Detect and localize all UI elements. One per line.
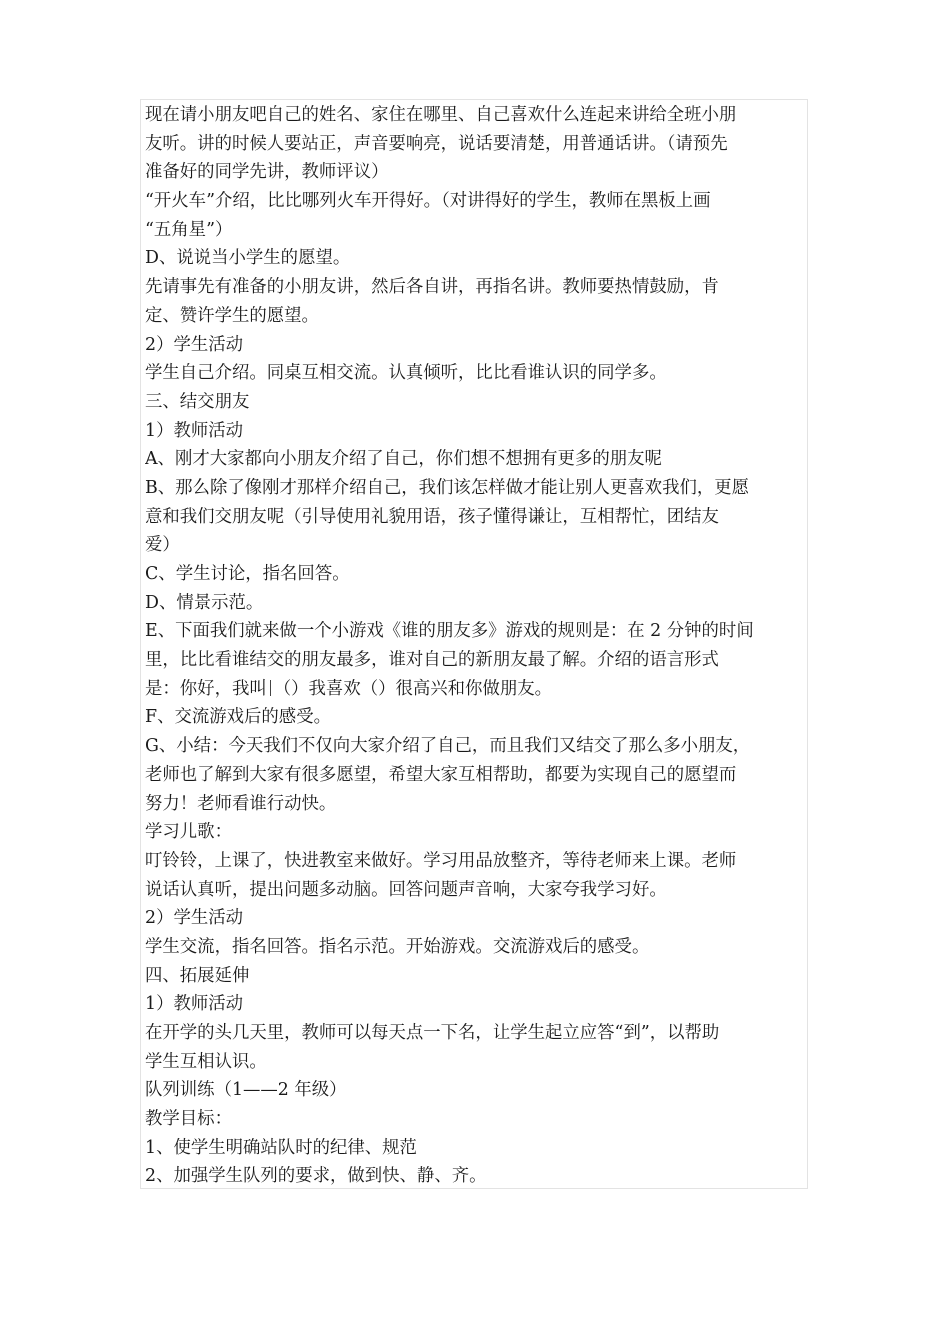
section-heading: 队列训练（1——2 年级）: [145, 1080, 347, 1101]
line-segment: （）我喜欢（）很高兴和你做朋友。: [273, 678, 553, 699]
text-line: 学生互相认识。: [145, 1051, 267, 1072]
text-line: 学生自己介绍。同桌互相交流。认真倾听，比比看谁认识的同学多。: [145, 363, 667, 384]
text-line: 友听。讲的时候人要站正，声音要响亮，说话要清楚，用普通话讲。（请预先: [145, 133, 728, 154]
text-line: 意和我们交朋友呢（引导使用礼貌用语，孩子懂得谦让，互相帮忙，团结友: [145, 506, 719, 527]
text-line: 定、赞许学生的愿望。: [145, 305, 319, 326]
text-line: 叮铃铃，上课了，快进教室来做好。学习用品放整齐，等待老师来上课。老师: [145, 850, 737, 871]
text-line: C、学生讨论，指名回答。: [145, 564, 350, 584]
text-line: A、刚才大家都向小朋友介绍了自己，你们想不想拥有更多的朋友呢: [145, 449, 662, 470]
section-heading: 2）学生活动: [145, 908, 244, 929]
text-line: 努力！老师看谁行动快。: [145, 793, 337, 814]
section-heading: 四、拓展延伸: [145, 965, 250, 986]
section-heading: 2）学生活动: [145, 334, 244, 355]
text-line: “开火车”介绍，比比哪列火车开得好。（对讲得好的学生，教师在黑板上画: [145, 191, 711, 212]
section-heading: 教学目标：: [145, 1109, 232, 1130]
text-line: 说话认真听，提出问题多动脑。回答问题声音响，大家夸我学习好。: [145, 879, 667, 900]
section-heading: 学习儿歌：: [145, 822, 232, 843]
text-line: E、下面我们就来做一个小游戏《谁的朋友多》游戏的规则是：在 2 分钟的时间: [145, 621, 754, 642]
text-line: [145, 675, 807, 704]
line-segment: 是：你好，我叫: [145, 678, 267, 699]
section-heading: 1）教师活动: [145, 420, 244, 441]
text-line: D、说说当小学生的愿望。: [145, 248, 351, 269]
section-heading: 三、结交朋友: [145, 391, 250, 412]
text-line: G、小结：今天我们不仅向大家介绍了自己，而且我们又结交了那么多小朋友，: [145, 736, 751, 757]
text-line: 老师也了解到大家有很多愿望，希望大家互相帮助，都要为实现自己的愿望而: [145, 764, 737, 785]
text-line: 2、加强学生队列的要求，做到快、静、齐。: [145, 1166, 487, 1187]
text-line: 先请事先有准备的小朋友讲，然后各自讲，再指名讲。教师要热情鼓励，肯: [145, 277, 719, 298]
text-line: 在开学的头几天里，教师可以每天点一下名，让学生起立应答“到”，以帮助: [145, 1023, 720, 1043]
text-line: 学生交流，指名回答。指名示范。开始游戏。交流游戏后的感受。: [145, 936, 650, 957]
text-line: 现在请小朋友吧自己的姓名、家住在哪里、自己喜欢什么连起来讲给全班小朋: [145, 105, 737, 125]
text-line: “五角星”）: [145, 219, 233, 240]
text-line: 准备好的同学先讲，教师评议）: [145, 162, 389, 183]
text-line: 里，比比看谁结交的朋友最多，谁对自己的新朋友最了解。介绍的语言形式: [145, 650, 719, 671]
section-heading: 1）教师活动: [145, 994, 244, 1015]
text-line: 1、使学生明确站队时的纪律、规范: [145, 1137, 417, 1158]
text-cursor-mark: [270, 680, 271, 696]
text-line: B、那么除了像刚才那样介绍自己，我们该怎样做才能让别人更喜欢我们，更愿: [145, 477, 750, 498]
text-line: D、情景示范。: [145, 592, 264, 613]
text-line: 爱）: [145, 535, 180, 556]
text-line: F、交流游戏后的感受。: [145, 707, 331, 728]
document-body: [145, 101, 807, 1191]
